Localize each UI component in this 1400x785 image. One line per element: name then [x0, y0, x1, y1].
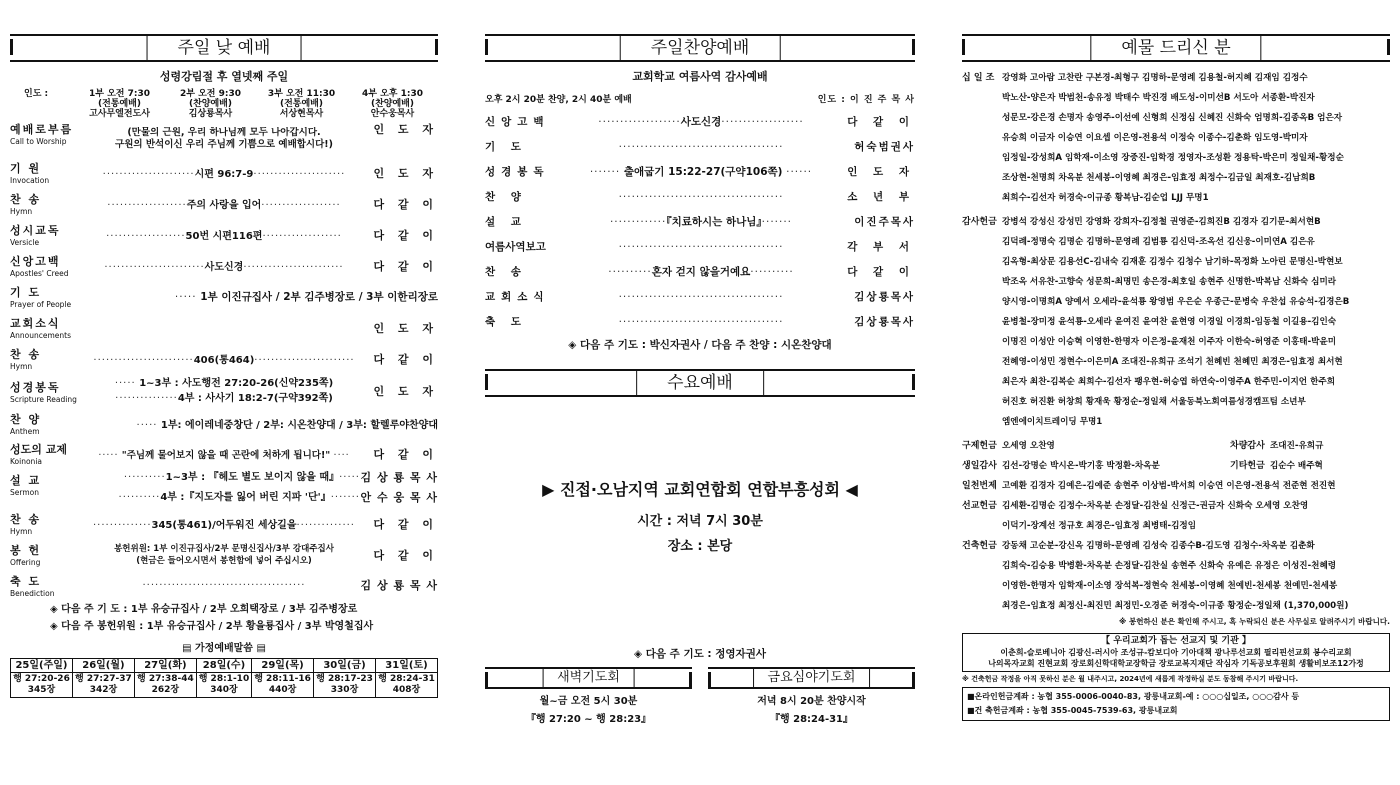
praise-time: 오후 2시 20분 찬양, 2시 40분 예배 — [485, 95, 632, 105]
offerings-title: 예물 드리신 분 — [1090, 36, 1261, 60]
sermon-4-preacher: 안 수 웅 목 사 — [360, 491, 438, 504]
order-announcements: 교회소식 Announcements 인 도 자 — [10, 317, 438, 340]
praise-time-row — [485, 92, 915, 105]
praise-next: ◈ 다음 주 기도 : 박신자권사 / 다음 주 찬양 : 시온찬양대 — [568, 339, 832, 351]
account-line-2: ■건 축헌금계좌 : 농협 355-0045-7539-63, 광릉내교회 — [967, 706, 1178, 715]
sunday-subtitle: 성령강림절 후 열넷째 주일 — [159, 70, 289, 83]
sunday-worship-header — [10, 34, 438, 62]
leader-label: 인도 : — [24, 89, 49, 99]
order-invocation: 기 원 Invocation ······················시편 96:7-9······················ 인 도 자 — [10, 162, 438, 185]
praise-order-benediction: 축 도 ······································ 김상룡목사 — [485, 315, 915, 328]
friday-prayer-text: 『행 28:24-31』 — [769, 714, 854, 725]
service-2: 2부 오전 9:30 (찬양예배) 김상룡목사 — [180, 89, 241, 119]
praise-leader: 인도 : 이 진 주 목 사 — [817, 95, 915, 105]
wednesday-next: ◈ 다음 주 기도 : 정영자권사 — [634, 648, 766, 660]
other-offerings: 구제헌금 오세영 오찬영 차량감사 조대진-유희규 생일감사 김선-강명순 박시온-박기홍 박정환-차옥분 기타헌금 김순수 배주혁 일천번제 고예환 김경자 김예은-김예준 송현주 이상범-박서희 이승연 이은영-전용석 전준현 전진현 선교헌금 김세환-김명순 김정수-차옥분 손정달-김찬실 신정근-권금자 신화숙 오세영 오찬영 이덕기-장계선 정규호 최경은-임효정 최병태-김정임 건축헌금 강동채 고순분-강신옥 김명하-문영례 김성숙 김종수B-김도영 김청수-차옥분 김춘화 김희숙-김승용 박병환-차옥분 손정달-김찬실 송현주 신화숙 유예은 유정은 이성진-천혜령 이영한-한명자 임학재-이소영 장석복-정현숙 천세봉-이영혜 천예빈-천세봉 천예민-천세봉 최경은-임효정 최정신-최진민 최정민-오경준 허경숙-이규종 황정순-정일채 (1,370,000원) — [962, 441, 1349, 611]
next-prayer: ◈ 다음 주 기 도 : 1부 유승규집사 / 2부 오희택장로 / 3부 김주병장로 — [50, 604, 358, 615]
table-header-row: 25일(주일) 26일(월) 27일(화) 28일(수) 29일(목) 30일(금) 31일(토) — [11, 659, 438, 673]
account-line-1: ■온라인헌금계좌 : 농협 355-0006-0040-83, 광릉내교회-예 : ○○○십일조, ○○○감사 등 — [967, 692, 1300, 701]
revival-time: 시간 : 저녁 7시 30분 — [637, 514, 763, 529]
mission-box — [962, 633, 1390, 672]
offerings-column — [962, 34, 1390, 721]
service-1: 1부 오전 7:30 (전통예배) 고사무엘전도사 — [89, 89, 150, 119]
family-worship-table — [10, 658, 438, 698]
dawn-prayer-title: 새벽기도회 — [542, 669, 635, 687]
service-3: 3부 오전 11:30 (전통예배) 서상현목사 — [267, 89, 336, 119]
call-text-2: 구원의 반석이신 우리 주님께 기쁨으로 예배합시다!) — [115, 139, 333, 150]
family-worship-title: ▤ 가정예배말씀 ▤ — [182, 643, 266, 654]
order-sermon: 설 교 Sermon ·········· 1~3부 : 『헤도 별도 보이지 않을 때』 ····· 김 상 룡 목 사 ·········· 4부 :『지도자를 잃어 버린 지파 '단'』 ······· 안 수 웅 목 사 — [10, 468, 438, 508]
order-benediction: 축 도 Benediction ······································· 김 상 룡 목 사 — [10, 574, 438, 598]
order-hymn-2: 찬 송 Hymn ························406(통464)························ 다 같 이 — [10, 348, 438, 371]
mission-box-line-1: 이춘희-슬로베니아 김광신-러시아 조성규-캄보디아 기아대책 광나루선교회 필리핀선교회 봉수리교회 — [1000, 648, 1352, 657]
sermon-4: 4부 :『지도자를 잃어 버린 지파 '단'』 — [160, 492, 331, 503]
sunday-worship-title: 주일 낮 예배 — [147, 36, 302, 60]
order-hymn-3: 찬 송 Hymn ··············345(통461)/어두워진 세상길을·············· 다 같 이 — [10, 513, 438, 536]
prayer-meetings — [485, 667, 915, 725]
thanks-list: 감사헌금 강병석 강성신 강성민 강영화 강희자-김정철 권영준-김희진B 김경자 김기문-최서현B 김덕례-정명숙 김명순 김명하-문영례 김범룡 김신덕-조옥선 김신웅-이미연A 김은유 김옥형-최상문 김용선C-김내숙 김재훈 김정수 김청수 남기하-목정화 노아린 문명신-박현보 박조옥 서유찬-고향숙 성문희-최명민 송은경-최호일 송현주 신명한-박복남 신화숙 심미라 양시영-이명희A 양예서 오세라-윤석룡 왕영범 우은순 우종근-문병숙 우찬섭 유승석-김경은B 윤병철-장미정 윤석룡-오세라 윤여진 윤여찬 윤현영 이경일 이경희-임동철 이길용-김인숙 이명진 이성안 이승혁 이영한-한명자 이은정-윤재천 이주자 이한숙-허영준 이홍태-박윤미 전혜영-이성민 정현수-이은미A 조대진-유희규 조석기 천혜빈 천혜민 최경은-임효정 최서현 최은자 최찬-김복순 최희수-김선자 팽우현-허승엽 하연숙-이영주A 한주민-이지언 한주희 허진호 허진환 허창희 황재욱 황정순-정일채 서울동북노회여름성경캠프팀 소년부 엠엔에이치트레이딩 무명1 — [962, 217, 1350, 427]
mission-box-line-2: 나의목자교회 진현교회 장로회신학대학교장학금 장로교복지재단 작심자 기독공보후원회 생활비보조12가정 — [988, 659, 1364, 668]
order-koinonia: 성도의 교제 Koinonia ····· "주님께 물어보지 않을 때 곤란에 처하게 됩니다!" ···· 다 같 이 — [10, 443, 438, 466]
praise-order-report: 여름사역보고 ······································ 각 부 서 — [485, 240, 915, 253]
order-offering: 봉 헌 Offering 봉헌위원: 1부 이진규집사/2부 문명신집사/3부 강대주집사 (현금은 들어오시면서 봉헌함에 넣어 주십시오) 다 같 이 — [10, 543, 438, 567]
revival-event: ▶ 진접·오남지역 교회연합회 연합부흥성회 ◀ — [542, 480, 858, 499]
wednesday-header — [485, 369, 915, 397]
friday-prayer — [708, 667, 915, 725]
praise-order-anthem: 찬 양 ······································ 소 년 부 — [485, 190, 915, 203]
praise-order-hymn: 찬 송 ··········혼자 걷지 않을거예요·········· 다 같 이 — [485, 266, 915, 278]
tithe-list: 십 일 조 강영화 고아람 고찬란 구본경-최형구 김명하-문영례 김용철-허지혜 김재임 김정수 박노산-양은자 박범천-송유정 박태수 박진경 배도성-이미선B 서도아 서종환-박진자 성문모-강은경 손명자 송영주-이선예 신형희 신정심 신혜진 신화숙 엄명희-김종옥B 엄은자 유승희 이금자 이승연 이요셉 이은영-전용석 이정숙 이종수-김춘화 임도영-박미자 임정일-강성희A 임학재-이소영 장중진-임학경 정영자-조성환 정용탁-박은미 정일채-황정순 조상현-천명희 차옥분 천세봉-이영혜 최경은-임효정 최정수-김금일 최재호-김남희B 최희수-김선자 허경숙-이규종 황복남-김순업 LJJ 무명1 — [962, 73, 1344, 203]
service-4: 4부 오후 1:30 (찬양예배) 안수웅목사 — [362, 89, 423, 119]
order-scripture: 성경봉독 Scripture Reading ····· 1~3부 : 사도행전 27:20-26(신약235쪽) ···············4부 : 사사기 18:2-7(구약392쪽) 인 도 자 — [10, 378, 438, 404]
praise-order-scripture: 성경봉독 ······· 출애굽기 15:22-27(구약106쪽) ······ 인 도 자 — [485, 166, 915, 178]
praise-worship-title: 주일찬양예배 — [620, 36, 781, 60]
friday-prayer-title: 금요심야기도회 — [753, 669, 871, 687]
wednesday-title: 수요예배 — [636, 371, 764, 395]
order-creed: 신앙고백 Apostles' Creed ························사도신경························ 다 같 이 — [10, 255, 438, 278]
revival-place: 장소 : 본당 — [667, 539, 733, 554]
offering-notice: ※ 봉헌하신 분은 확인해 주시고, 혹 누락되신 분은 사무실로 알려주시기 바랍니다. — [1119, 617, 1390, 626]
mission-box-title: 【 우리교회가 돕는 선교지 및 기관 】 — [1101, 636, 1251, 646]
offerings-header — [962, 34, 1390, 62]
praise-subtitle: 교회학교 여름사역 감사예배 — [632, 70, 768, 83]
call-text-1: (만물의 근원, 우리 하나님께 모두 나아갑시다. — [127, 127, 321, 138]
praise-worship-column — [485, 34, 915, 725]
dawn-prayer-time: 월~금 오전 5시 30분 — [539, 696, 638, 707]
dawn-prayer-text: 『행 27:20 ~ 행 28:23』 — [525, 714, 652, 725]
dawn-prayer — [485, 667, 692, 725]
table-row: 행 27:20-26 345장 행 27:27-37 342장 행 27:38-44 262장 행 28:1-10 340장 행 28:11-16 440장 행 28:17-23 330장 행 28:24-31 408장 — [11, 673, 438, 698]
praise-order-prayer: 기 도 ······································ 허숙범권사 — [485, 140, 915, 153]
order-prayer: 기 도 Prayer of People ····· 1부 이진규집사 / 2부 김주병장로 / 3부 이한리장로 — [10, 286, 438, 309]
sunday-worship-column — [10, 34, 438, 698]
offering-note: (현금은 들어오시면서 봉헌함에 넣어 주십시오) — [136, 555, 312, 566]
praise-worship-header — [485, 34, 915, 62]
building-note: ※ 건축헌금 작정을 아직 못하신 분은 월 내주시고, 2024년에 새롭게 작정하실 분도 동참해 주시기 바랍니다. — [962, 675, 1299, 683]
order-versicle: 성시교독 Versicle ···················50번 시편116편··················· 다 같 이 — [10, 224, 438, 247]
service-times — [10, 89, 438, 119]
next-offering: ◈ 다음 주 봉헌위원 : 1부 유승규집사 / 2부 황을룡집사 / 3부 박영철집사 — [50, 621, 374, 632]
order-hymn-1: 찬 송 Hymn ···················주의 사랑을 입어··················· 다 같 이 — [10, 193, 438, 216]
order-anthem: 찬 양 Anthem ····· 1부: 에이레네중창단 / 2부: 시온찬양대 / 3부: 할렐루야찬양대 — [10, 413, 438, 436]
scripture-4: 4부 : 사사기 18:2-7(구약392쪽) — [177, 393, 333, 404]
friday-prayer-time: 저녁 8시 20분 찬양시작 — [757, 696, 866, 707]
order-call-to-worship: 예배로부름 Call to Worship (만물의 근원, 우리 하나님께 모두 나아갑시다. 구원의 반석이신 우리 주님께 기쁨으로 예배합시다!) 인 도 자 — [10, 123, 438, 150]
praise-order-creed: 신앙고백 ···················사도신경··················· 다 같 이 — [485, 116, 915, 128]
account-box — [962, 687, 1390, 721]
praise-order-news: 교회소식 ······································ 김상룡목사 — [485, 290, 915, 303]
praise-order-sermon: 설 교 ·············『치료하시는 하나님』······· 이진주목사 — [485, 216, 915, 228]
